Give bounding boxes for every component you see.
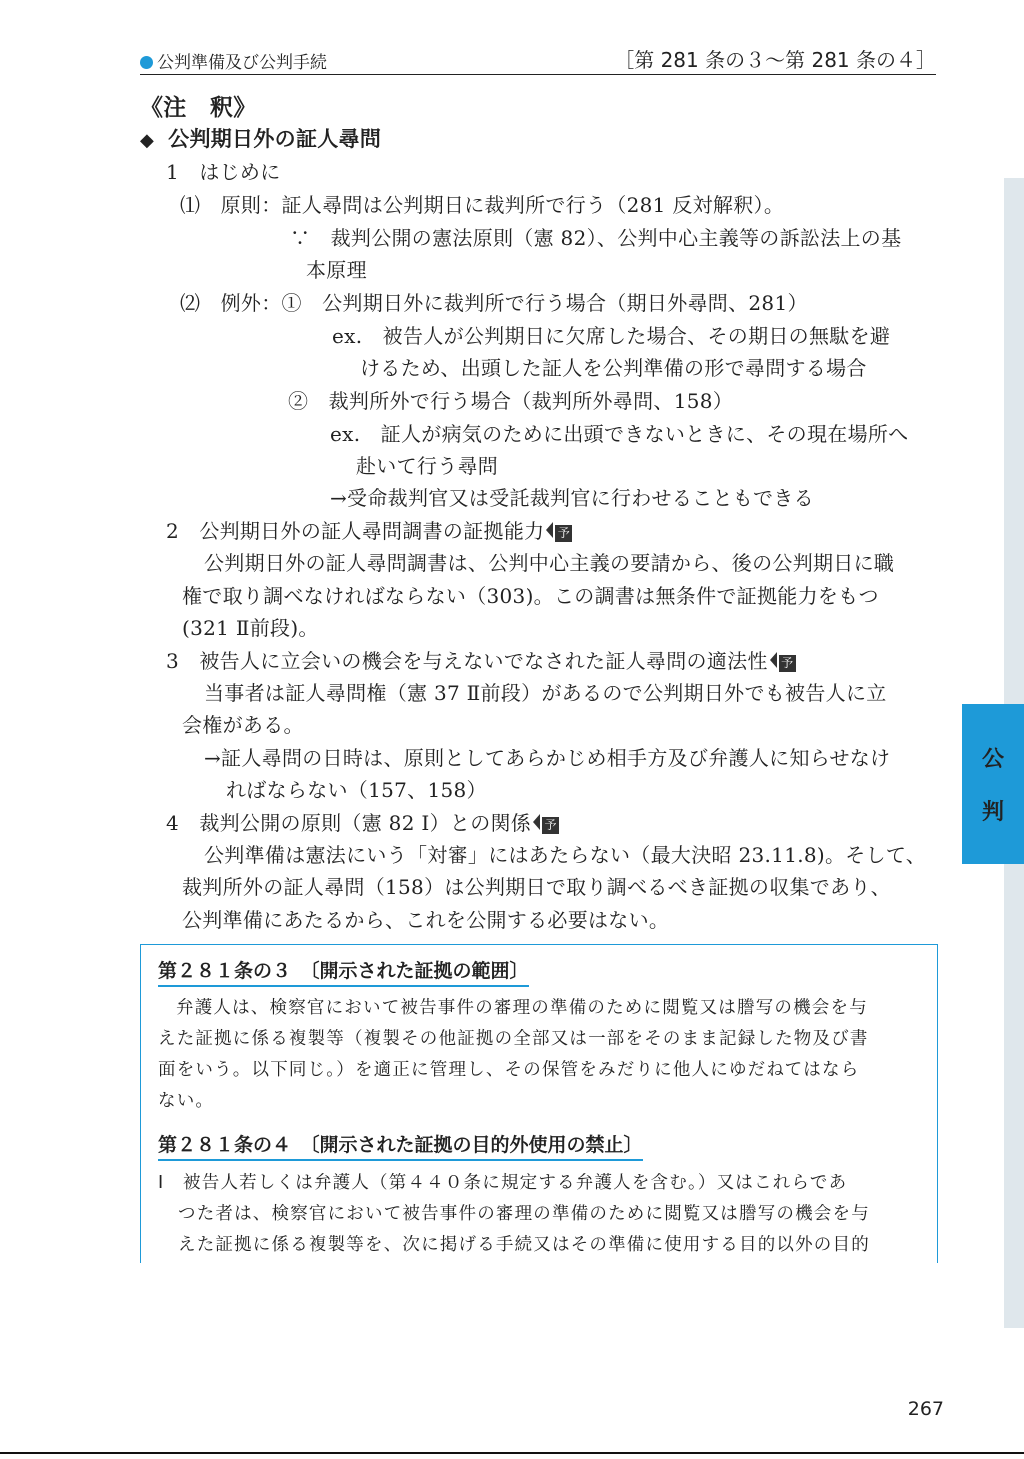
paragraph-line: けるため、出頭した証人を公判準備の形で尋問する場合 (360, 356, 867, 380)
badge-pointer-icon (533, 814, 540, 830)
subsection-heading: 4 裁判公開の原則（憲 82 Ⅰ）との関係 予 (166, 813, 559, 834)
paragraph-line: 本原理 (306, 258, 367, 282)
header-divider (140, 74, 936, 75)
paragraph-line: 赴いて行う尋問 (356, 454, 499, 478)
paragraph-line: 公判準備にあたるから、これを公開する必要はない。 (182, 908, 670, 932)
paragraph-line: ∵ 裁判公開の憲法原則（憲 82）、公判中心主義等の訴訟法上の基 (290, 226, 902, 250)
article-range: ［第 281 条の３～第 281 条の４］ (614, 48, 936, 72)
paragraph-line: 1 はじめに (166, 160, 281, 184)
subsection-heading: 3 被告人に立会いの機会を与えないでなされた証人尋問の適法性 予 (166, 651, 796, 672)
topic-heading: ◆ 公判期日外の証人尋問 (140, 126, 382, 151)
statute-line: Ⅰ 被告人若しくは弁護人（第４４０条に規定する弁護人を含む。）又はこれらであ (158, 1173, 848, 1193)
statute-line: 弁護人は、検察官において被告事件の審理の準備のために閲覧又は謄写の機会を与 (176, 998, 868, 1018)
statute-line: つた者は、検察官において被告事件の審理の準備のために閲覧又は謄写の機会を与 (178, 1204, 870, 1224)
paragraph-line: ② 裁判所外で行う場合（裁判所外尋問、158） (288, 389, 734, 413)
paragraph-line: 当事者は証人尋問権（憲 37 Ⅱ前段）があるので公判期日外でも被告人に立 (204, 681, 887, 705)
paragraph-line: ⑴ 原則：証人尋問は公判期日に裁判所で行う（281 反対解釈）。 (180, 193, 785, 217)
annotation-heading: 《注 釈》 (140, 94, 257, 121)
statute-line: ない。 (158, 1091, 215, 1111)
badge-pointer-icon (770, 652, 777, 668)
side-index-tab: 公 判 (962, 704, 1024, 864)
badge-pointer-icon (546, 522, 553, 538)
paragraph-line: ex. 証人が病気のために出頭できないときに、その現在場所へ (330, 422, 909, 446)
paragraph-line: ⑵ 例外：① 公判期日外に裁判所で行う場合（期日外尋問、281） (180, 291, 808, 315)
subsection-heading: 2 公判期日外の証人尋問調書の証拠能力 予 (166, 521, 572, 542)
badge-yo: 予 (555, 525, 572, 542)
badge-yo: 予 (542, 817, 559, 834)
article-3-title: 第２８１条の３ 〔開示された証拠の範囲〕 (158, 962, 529, 987)
paragraph-line: →受命裁判官又は受託裁判官に行わせることもできる (330, 486, 814, 510)
paragraph-line: 会権がある。 (182, 713, 304, 737)
section-title: 公判準備及び公判手続 (140, 48, 327, 73)
article-4-title: 第２８１条の４ 〔開示された証拠の目的外使用の禁止〕 (158, 1136, 643, 1161)
paragraph-line: 権で取り調べなければならない（303)。この調書は無条件で証拠能力をもつ (182, 584, 879, 608)
statute-line: えた証拠に係る複製等（複製その他証拠の全部又は一部をそのまま記録した物及び書 (158, 1029, 869, 1049)
badge-yo: 予 (779, 655, 796, 672)
page-number: 267 (907, 1398, 944, 1420)
paragraph-line: →証人尋問の日時は、原則としてあらかじめ相手方及び弁護人に知らせなけ (204, 746, 891, 770)
bullet-dot-icon (140, 56, 153, 69)
paragraph-line: ればならない（157、158） (226, 778, 487, 802)
paragraph-line: ex. 被告人が公判期日に欠席した場合、その期日の無駄を避 (332, 324, 891, 348)
statute-line: えた証拠に係る複製等を、次に掲げる手続又はその準備に使用する目的以外の目的 (178, 1235, 870, 1255)
paragraph-line: 裁判所外の証人尋問（158）は公判期日で取り調べるべき証拠の収集であり、 (182, 875, 891, 899)
paragraph-line: (321 Ⅱ前段)。 (182, 616, 319, 640)
statute-line: 面をいう。以下同じ。）を適正に管理し、その保管をみだりに他人にゆだねてはなら (158, 1060, 860, 1080)
bottom-edge (0, 1452, 1024, 1454)
paragraph-line: 公判準備は憲法にいう「対審」にはあたらない（最大決昭 23.11.8)。そして、 (204, 843, 927, 867)
diamond-bullet-icon: ◆ (140, 130, 155, 151)
paragraph-line: 公判期日外の証人尋問調書は、公判中心主義の要請から、後の公判期日に職 (204, 551, 895, 575)
